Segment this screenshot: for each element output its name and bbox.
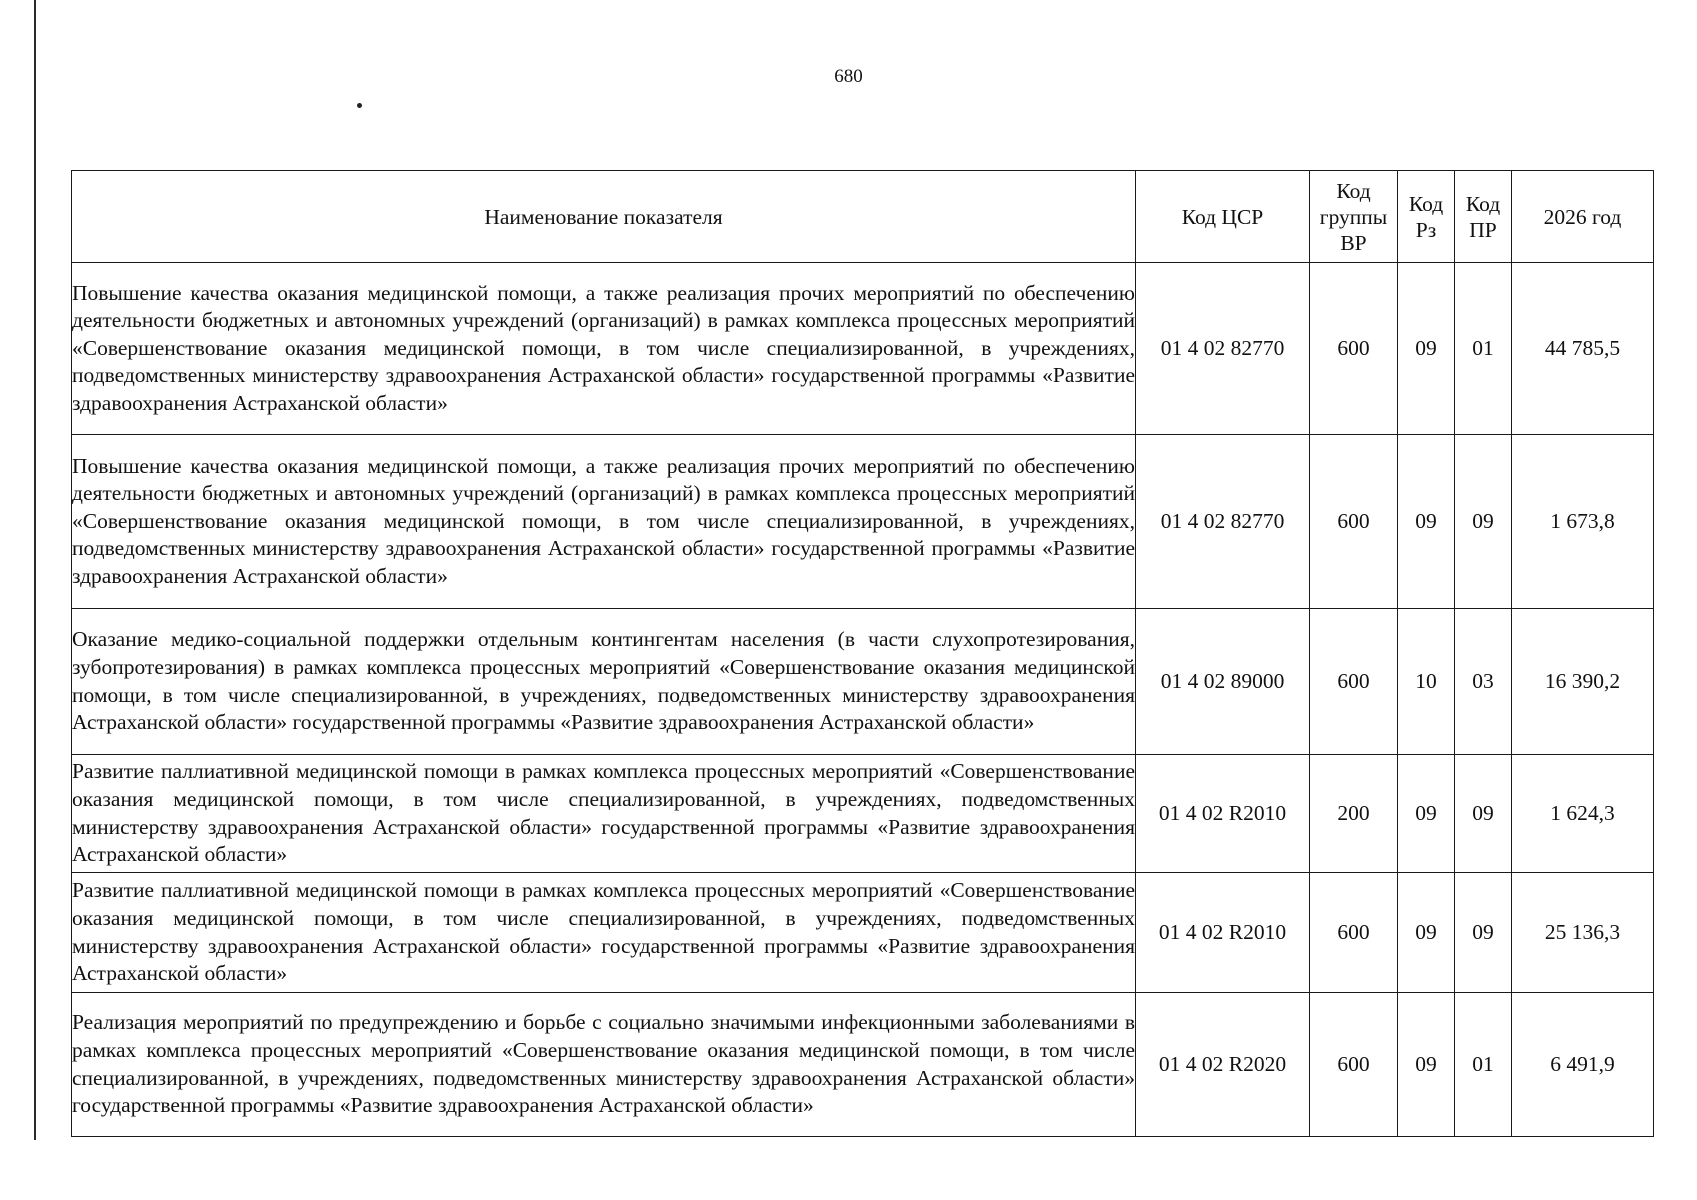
row-vr: 600 [1310,435,1398,609]
header-row [72,171,1654,263]
row-csr: 01 4 02 82770 [1136,435,1310,609]
header-name: Наименование показателя [72,171,1136,263]
header-vr: Код группы ВР [1310,171,1398,263]
row-rz: 09 [1398,263,1455,435]
row-amount: 16 390,2 [1512,609,1654,755]
budget-table [71,170,1654,1137]
header-rz: Код Рз [1398,171,1455,263]
table-row [72,435,1654,609]
row-vr: 200 [1310,755,1398,873]
row-rz: 09 [1398,993,1455,1137]
row-vr: 600 [1310,993,1398,1137]
table-row [72,873,1654,993]
row-amount: 25 136,3 [1512,873,1654,993]
row-pr: 03 [1455,609,1512,755]
row-pr: 09 [1455,873,1512,993]
row-csr: 01 4 02 R2020 [1136,993,1310,1137]
row-csr: 01 4 02 R2010 [1136,755,1310,873]
table-row [72,263,1654,435]
row-rz: 10 [1398,609,1455,755]
row-amount: 1 624,3 [1512,755,1654,873]
row-vr: 600 [1310,609,1398,755]
row-csr: 01 4 02 82770 [1136,263,1310,435]
row-pr: 09 [1455,755,1512,873]
table-row [72,993,1654,1137]
row-name: Развитие паллиативной медицинской помощи в рамках комплекса процессных мероприятий «Совершенствование оказания медицинской помощи, в том числе специализированной, в учреждениях, подведомственных министерству здравоохранения Астраханской области» государственной программы «Развитие здравоохранения Астраханской области» [72,873,1136,993]
header-pr: Код ПР [1455,171,1512,263]
row-vr: 600 [1310,873,1398,993]
row-pr: 01 [1455,263,1512,435]
row-pr: 09 [1455,435,1512,609]
table-row [72,755,1654,873]
row-name: Повышение качества оказания медицинской помощи, а также реализация прочих мероприятий по обеспечению деятельности бюджетных и автономных учреждений (организаций) в рамках комплекса процессных мероприятий «Совершенствование оказания медицинской помощи, в том числе специализированной, в учреждениях, подведомственных министерству здравоохранения Астраханской области» государственной программы «Развитие здравоохранения Астраханской области» [72,263,1136,435]
table-row [72,609,1654,755]
scan-speck [357,103,362,108]
row-amount: 6 491,9 [1512,993,1654,1137]
row-name: Реализация мероприятий по предупреждению и борьбе с социально значимыми инфекционными заболеваниями в рамках комплекса процессных мероприятий «Совершенствование оказания медицинской помощи, в том числе специализированной, в учреждениях, подведомственных министерству здравоохранения Астраханской области» государственной программы «Развитие здравоохранения Астраханской области» [72,993,1136,1137]
row-amount: 44 785,5 [1512,263,1654,435]
row-pr: 01 [1455,993,1512,1137]
header-year: 2026 год [1512,171,1654,263]
row-vr: 600 [1310,263,1398,435]
binding-margin-line [34,0,36,1140]
row-name: Развитие паллиативной медицинской помощи в рамках комплекса процессных мероприятий «Совершенствование оказания медицинской помощи, в том числе специализированной, в учреждениях, подведомственных министерству здравоохранения Астраханской области» государственной программы «Развитие здравоохранения Астраханской области» [72,755,1136,873]
row-amount: 1 673,8 [1512,435,1654,609]
header-csr: Код ЦСР [1136,171,1310,263]
page-number: 680 [834,66,863,87]
row-rz: 09 [1398,873,1455,993]
row-rz: 09 [1398,435,1455,609]
row-csr: 01 4 02 89000 [1136,609,1310,755]
row-csr: 01 4 02 R2010 [1136,873,1310,993]
row-name: Оказание медико-социальной поддержки отдельным контингентам населения (в части слухопротезирования, зубопротезирования) в рамках комплекса процессных мероприятий «Совершенствование оказания медицинской помощи, в том числе специализированной, в учреждениях, подведомственных министерству здравоохранения Астраханской области» государственной программы «Развитие здравоохранения Астраханской области» [72,609,1136,755]
row-name: Повышение качества оказания медицинской помощи, а также реализация прочих мероприятий по обеспечению деятельности бюджетных и автономных учреждений (организаций) в рамках комплекса процессных мероприятий «Совершенствование оказания медицинской помощи, в том числе специализированной, в учреждениях, подведомственных министерству здравоохранения Астраханской области» государственной программы «Развитие здравоохранения Астраханской области» [72,435,1136,609]
row-rz: 09 [1398,755,1455,873]
